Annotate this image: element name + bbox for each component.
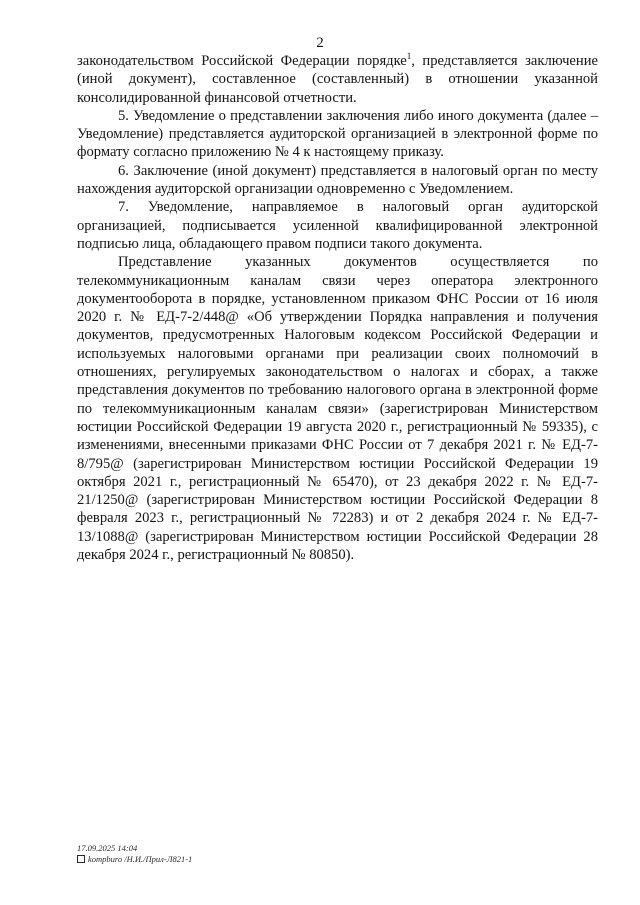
- footer-timestamp: 17.09.2025 14:04: [77, 843, 138, 853]
- paragraph-item-7: 7. Уведомление, направляемое в налоговый орган аудиторской организацией, подписывается усиленной квалифицированной электронной подписью лица, обладающего правом подписи такого документа.: [77, 199, 598, 252]
- document-footer: [77, 843, 192, 865]
- paragraph-submission: Представление указанных документов осуществляется по телекоммуникационным каналам связи через оператора электронного документооборота в порядке, установленном приказом ФНС России от 16 июля 2020 г. № ЕД-7-2/448@ «Об утверждении Порядка направления и получения документов, предусмотренных Налоговым кодексом Российской Федерации и используемых налоговыми органами при реализации своих полномочий в отношениях, регулируемых законодательством о налогах и сборах, а также представления документов по требованию налогового органа в электронной форме по телекоммуникационным каналам связи» (зарегистрирован Министерством юстиции Российской Федерации 19 августа 2020 г., регистрационный № 59335), с изменениями, внесенными приказами ФНС России от 7 декабря 2021 г. № ЕД-7-8/795@ (зарегистрирован Министерством юстиции Российской Федерации 19 октября 2021 г., регистрационный № 65470), от 23 декабря 2022 г. № ЕД-7-21/1250@ (зарегистрирован Министерством юстиции Российской Федерации 8 февраля 2023 г., регистрационный № 72283) и от 2 декабря 2024 г. № ЕД-7-13/1088@ (зарегистрирован Министерством юстиции Российской Федерации 28 декабря 2024 г., регистрационный № 80850).: [77, 254, 598, 564]
- paragraph-continuation: [77, 52, 598, 107]
- document-body: [77, 52, 598, 564]
- footer-file-path-row: [77, 854, 192, 865]
- footer-file-path: kompburo /Н.И./Прил-Л821-1: [88, 854, 193, 864]
- paragraph-item-5: 5. Уведомление о представлении заключения либо иного документа (далее – Уведомление) представляется аудиторской организацией в электронной форме по формату согласно приложению № 4 к настоящему приказу.: [77, 107, 598, 161]
- page-number: 2: [316, 35, 324, 51]
- checkbox-square-icon: [77, 855, 85, 863]
- paragraph-text-after: , представляется заключение (иной документ), составленное (составленный) в отношении указанной консолидированной финансовой отчетности.: [77, 53, 598, 106]
- footnote-ref: 1: [406, 51, 412, 62]
- paragraph-item-6: 6. Заключение (иной документ) представляется в налоговый орган по месту нахождения аудиторской организации одновременно с Уведомлением.: [77, 162, 598, 198]
- paragraph-text: законодательством Российской Федерации порядке: [77, 53, 407, 69]
